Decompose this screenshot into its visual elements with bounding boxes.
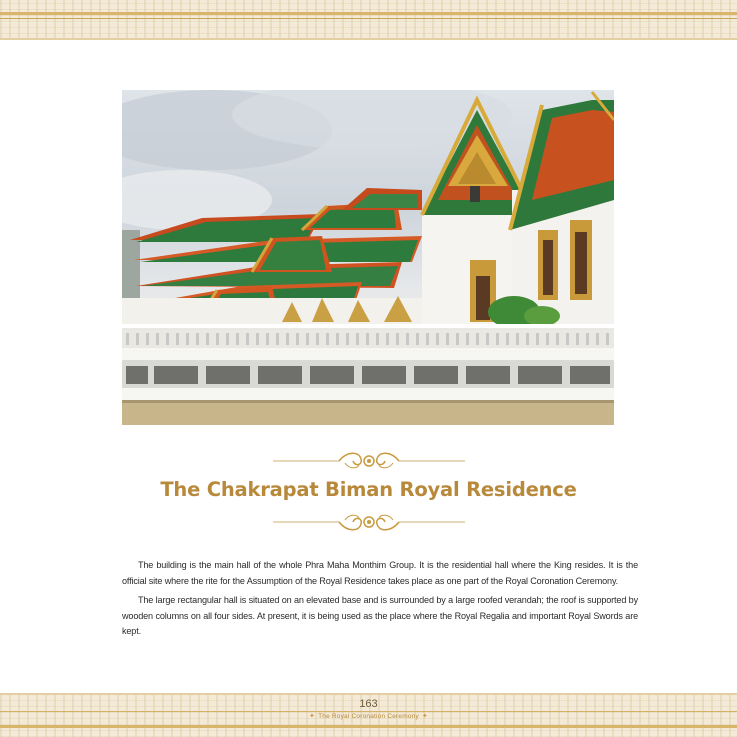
footer-star-icon: ✦: [309, 713, 316, 720]
header-decorative-band: [0, 0, 737, 40]
footer-band-line: [0, 693, 737, 695]
header-band-line: [0, 18, 737, 19]
ornament-top-icon: [0, 449, 737, 473]
footer-star-icon: ✦: [421, 713, 428, 720]
paragraph: The building is the main hall of the whole Phra Maha Monthim Group. It is the residential hall where the King resides. It is the official site where the rite for the Assumption of the Royal Residence takes place as one part of the Royal Coronation Ceremony.: [122, 560, 638, 586]
body-text: [122, 558, 638, 644]
footer-title-text: The Royal Coronation Ceremony: [318, 713, 419, 720]
footer-band-line: [0, 725, 737, 728]
palace-photo: [122, 90, 614, 425]
paragraph: The large rectangular hall is situated on an elevated base and is surrounded by a large roofed verandah; the roof is supported by wooden columns on all four sides. At present, it is being used as the place where the Royal Regalia and important Royal Swords are kept.: [122, 595, 638, 637]
header-band-line: [0, 38, 737, 40]
header-band-line: [0, 12, 737, 15]
footer-title: [0, 712, 737, 720]
section-title: The Chakrapat Biman Royal Residence: [160, 478, 577, 501]
ornament-bottom-icon: [0, 510, 737, 534]
page-number: 163: [359, 698, 378, 710]
